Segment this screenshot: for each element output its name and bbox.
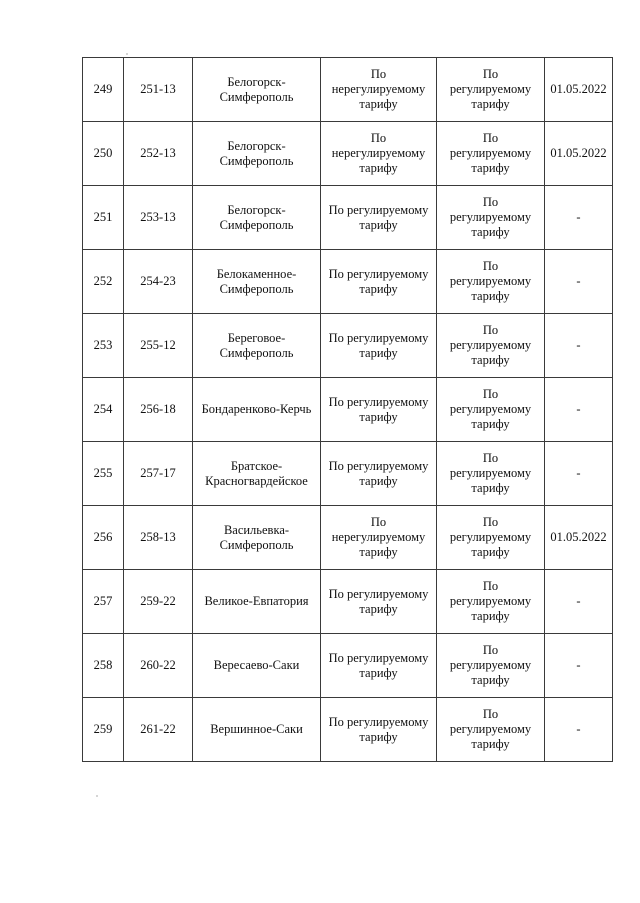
route-name-cell: Великое-Евпатория bbox=[193, 570, 321, 634]
tariff-current-cell: По регулируемому тарифу bbox=[437, 570, 545, 634]
effective-date-cell: 01.05.2022 bbox=[545, 122, 613, 186]
tariff-type-cell: По регулируемому тарифу bbox=[321, 186, 437, 250]
route-number-cell: 257-17 bbox=[124, 442, 193, 506]
effective-date-cell: - bbox=[545, 698, 613, 762]
tariff-type-cell: По регулируемому тарифу bbox=[321, 250, 437, 314]
table-row bbox=[83, 698, 613, 762]
effective-date-cell: - bbox=[545, 378, 613, 442]
routes-table bbox=[82, 57, 613, 762]
tariff-type-cell: По регулируемому тарифу bbox=[321, 634, 437, 698]
row-number-cell: 250 bbox=[83, 122, 124, 186]
effective-date-cell: - bbox=[545, 442, 613, 506]
route-name-cell: Белогорск- Симферополь bbox=[193, 58, 321, 122]
route-number-cell: 259-22 bbox=[124, 570, 193, 634]
route-name-cell: Вершинное-Саки bbox=[193, 698, 321, 762]
effective-date-cell: 01.05.2022 bbox=[545, 58, 613, 122]
tariff-type-cell: По регулируемому тарифу bbox=[321, 442, 437, 506]
table-row bbox=[83, 442, 613, 506]
effective-date-cell: 01.05.2022 bbox=[545, 506, 613, 570]
row-number-cell: 249 bbox=[83, 58, 124, 122]
route-name-cell: Вересаево-Саки bbox=[193, 634, 321, 698]
tariff-current-cell: По регулируемому тарифу bbox=[437, 442, 545, 506]
route-name-cell: Белогорск- Симферополь bbox=[193, 186, 321, 250]
row-number-cell: 252 bbox=[83, 250, 124, 314]
tariff-current-cell: По регулируемому тарифу bbox=[437, 58, 545, 122]
route-name-cell: Белогорск- Симферополь bbox=[193, 122, 321, 186]
route-number-cell: 260-22 bbox=[124, 634, 193, 698]
scan-speck bbox=[126, 53, 128, 55]
row-number-cell: 259 bbox=[83, 698, 124, 762]
row-number-cell: 254 bbox=[83, 378, 124, 442]
route-number-cell: 251-13 bbox=[124, 58, 193, 122]
route-name-cell: Бондаренково-Керчь bbox=[193, 378, 321, 442]
tariff-current-cell: По регулируемому тарифу bbox=[437, 378, 545, 442]
row-number-cell: 258 bbox=[83, 634, 124, 698]
tariff-type-cell: По регулируемому тарифу bbox=[321, 570, 437, 634]
table-row bbox=[83, 506, 613, 570]
effective-date-cell: - bbox=[545, 314, 613, 378]
effective-date-cell: - bbox=[545, 186, 613, 250]
row-number-cell: 253 bbox=[83, 314, 124, 378]
tariff-type-cell: По нерегулируемому тарифу bbox=[321, 506, 437, 570]
tariff-current-cell: По регулируемому тарифу bbox=[437, 186, 545, 250]
table-row bbox=[83, 570, 613, 634]
tariff-type-cell: По регулируемому тарифу bbox=[321, 314, 437, 378]
table-row bbox=[83, 186, 613, 250]
table-row bbox=[83, 58, 613, 122]
route-name-cell: Береговое- Симферополь bbox=[193, 314, 321, 378]
route-number-cell: 253-13 bbox=[124, 186, 193, 250]
tariff-current-cell: По регулируемому тарифу bbox=[437, 122, 545, 186]
route-name-cell: Белокаменное- Симферополь bbox=[193, 250, 321, 314]
route-number-cell: 252-13 bbox=[124, 122, 193, 186]
tariff-current-cell: По регулируемому тарифу bbox=[437, 314, 545, 378]
row-number-cell: 256 bbox=[83, 506, 124, 570]
route-number-cell: 258-13 bbox=[124, 506, 193, 570]
table-row bbox=[83, 314, 613, 378]
route-name-cell: Братское- Красногвардейское bbox=[193, 442, 321, 506]
route-number-cell: 256-18 bbox=[124, 378, 193, 442]
route-number-cell: 254-23 bbox=[124, 250, 193, 314]
tariff-type-cell: По регулируемому тарифу bbox=[321, 378, 437, 442]
route-number-cell: 255-12 bbox=[124, 314, 193, 378]
tariff-current-cell: По регулируемому тарифу bbox=[437, 506, 545, 570]
row-number-cell: 257 bbox=[83, 570, 124, 634]
table-row bbox=[83, 250, 613, 314]
routes-table-body bbox=[83, 58, 613, 762]
route-number-cell: 261-22 bbox=[124, 698, 193, 762]
tariff-current-cell: По регулируемому тарифу bbox=[437, 634, 545, 698]
tariff-type-cell: По нерегулируемому тарифу bbox=[321, 122, 437, 186]
tariff-current-cell: По регулируемому тарифу bbox=[437, 250, 545, 314]
table-row bbox=[83, 122, 613, 186]
table-row bbox=[83, 634, 613, 698]
row-number-cell: 255 bbox=[83, 442, 124, 506]
effective-date-cell: - bbox=[545, 634, 613, 698]
tariff-type-cell: По регулируемому тарифу bbox=[321, 698, 437, 762]
tariff-current-cell: По регулируемому тарифу bbox=[437, 698, 545, 762]
tariff-type-cell: По нерегулируемому тарифу bbox=[321, 58, 437, 122]
effective-date-cell: - bbox=[545, 570, 613, 634]
effective-date-cell: - bbox=[545, 250, 613, 314]
table-row bbox=[83, 378, 613, 442]
row-number-cell: 251 bbox=[83, 186, 124, 250]
route-name-cell: Васильевка- Симферополь bbox=[193, 506, 321, 570]
scan-speck bbox=[96, 795, 98, 797]
